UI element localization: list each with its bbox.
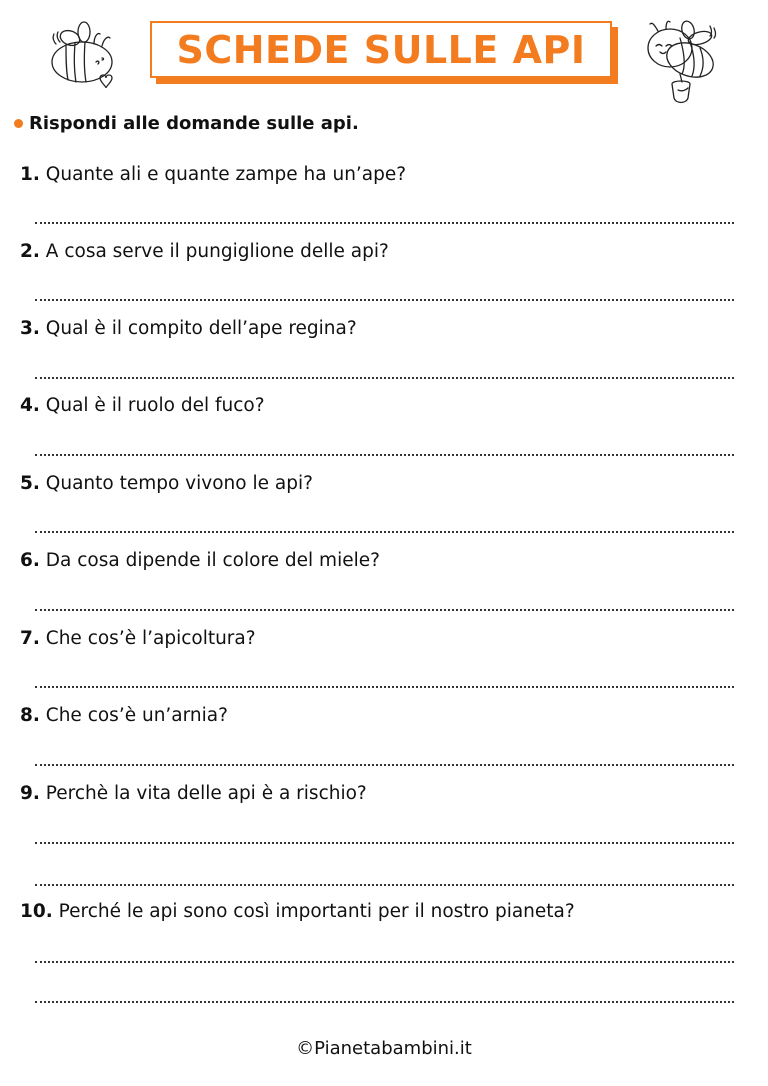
page-title: SCHEDE SULLE API <box>176 27 586 72</box>
answer-line[interactable] <box>35 884 734 886</box>
question-2 <box>20 241 389 262</box>
answer-line[interactable] <box>35 377 734 379</box>
footer-copyright: ©Pianetabambini.it <box>296 1038 472 1059</box>
question-text: Che cos’è l’apicoltura? <box>39 628 256 649</box>
instruction <box>14 113 359 134</box>
answer-line[interactable] <box>35 531 734 533</box>
question-number: 4. <box>20 395 40 416</box>
question-number: 2. <box>20 241 40 262</box>
question-number: 1. <box>20 164 40 185</box>
question-number: 3. <box>20 318 40 339</box>
question-9 <box>20 783 367 804</box>
bullet-icon <box>14 119 23 128</box>
question-text: Perchè la vita delle api è a rischio? <box>39 783 367 804</box>
question-8 <box>20 705 228 726</box>
instruction-text: Rispondi alle domande sulle api. <box>29 113 359 134</box>
question-text: Perché le api sono così importanti per il nostro pianeta? <box>52 901 575 922</box>
answer-line[interactable] <box>35 609 734 611</box>
answer-line[interactable] <box>35 454 734 456</box>
question-5 <box>20 473 313 494</box>
question-number: 7. <box>20 628 40 649</box>
question-1 <box>20 164 406 185</box>
answer-line[interactable] <box>35 764 734 766</box>
question-number: 10. <box>20 901 53 922</box>
question-text: Da cosa dipende il colore del miele? <box>39 550 380 571</box>
question-10 <box>20 901 575 922</box>
bee-with-heart-icon <box>44 18 124 93</box>
answer-line[interactable] <box>35 842 734 844</box>
question-text: Quante ali e quante zampe ha un’ape? <box>39 164 407 185</box>
question-number: 6. <box>20 550 40 571</box>
title-banner <box>150 21 612 78</box>
answer-line[interactable] <box>35 1001 734 1003</box>
bee-with-honey-pot-icon <box>638 18 728 106</box>
answer-line[interactable] <box>35 961 734 963</box>
question-text: Qual è il compito dell’ape regina? <box>39 318 357 339</box>
question-text: Quanto tempo vivono le api? <box>39 473 313 494</box>
answer-line[interactable] <box>35 686 734 688</box>
question-text: Che cos’è un’arnia? <box>39 705 228 726</box>
question-number: 8. <box>20 705 40 726</box>
question-3 <box>20 318 357 339</box>
question-number: 5. <box>20 473 40 494</box>
question-text: Qual è il ruolo del fuco? <box>39 395 265 416</box>
answer-line[interactable] <box>35 299 734 301</box>
question-number: 9. <box>20 783 40 804</box>
question-6 <box>20 550 380 571</box>
question-4 <box>20 395 265 416</box>
question-text: A cosa serve il pungiglione delle api? <box>39 241 389 262</box>
title-box <box>150 21 612 78</box>
question-7 <box>20 628 256 649</box>
answer-line[interactable] <box>35 222 734 224</box>
